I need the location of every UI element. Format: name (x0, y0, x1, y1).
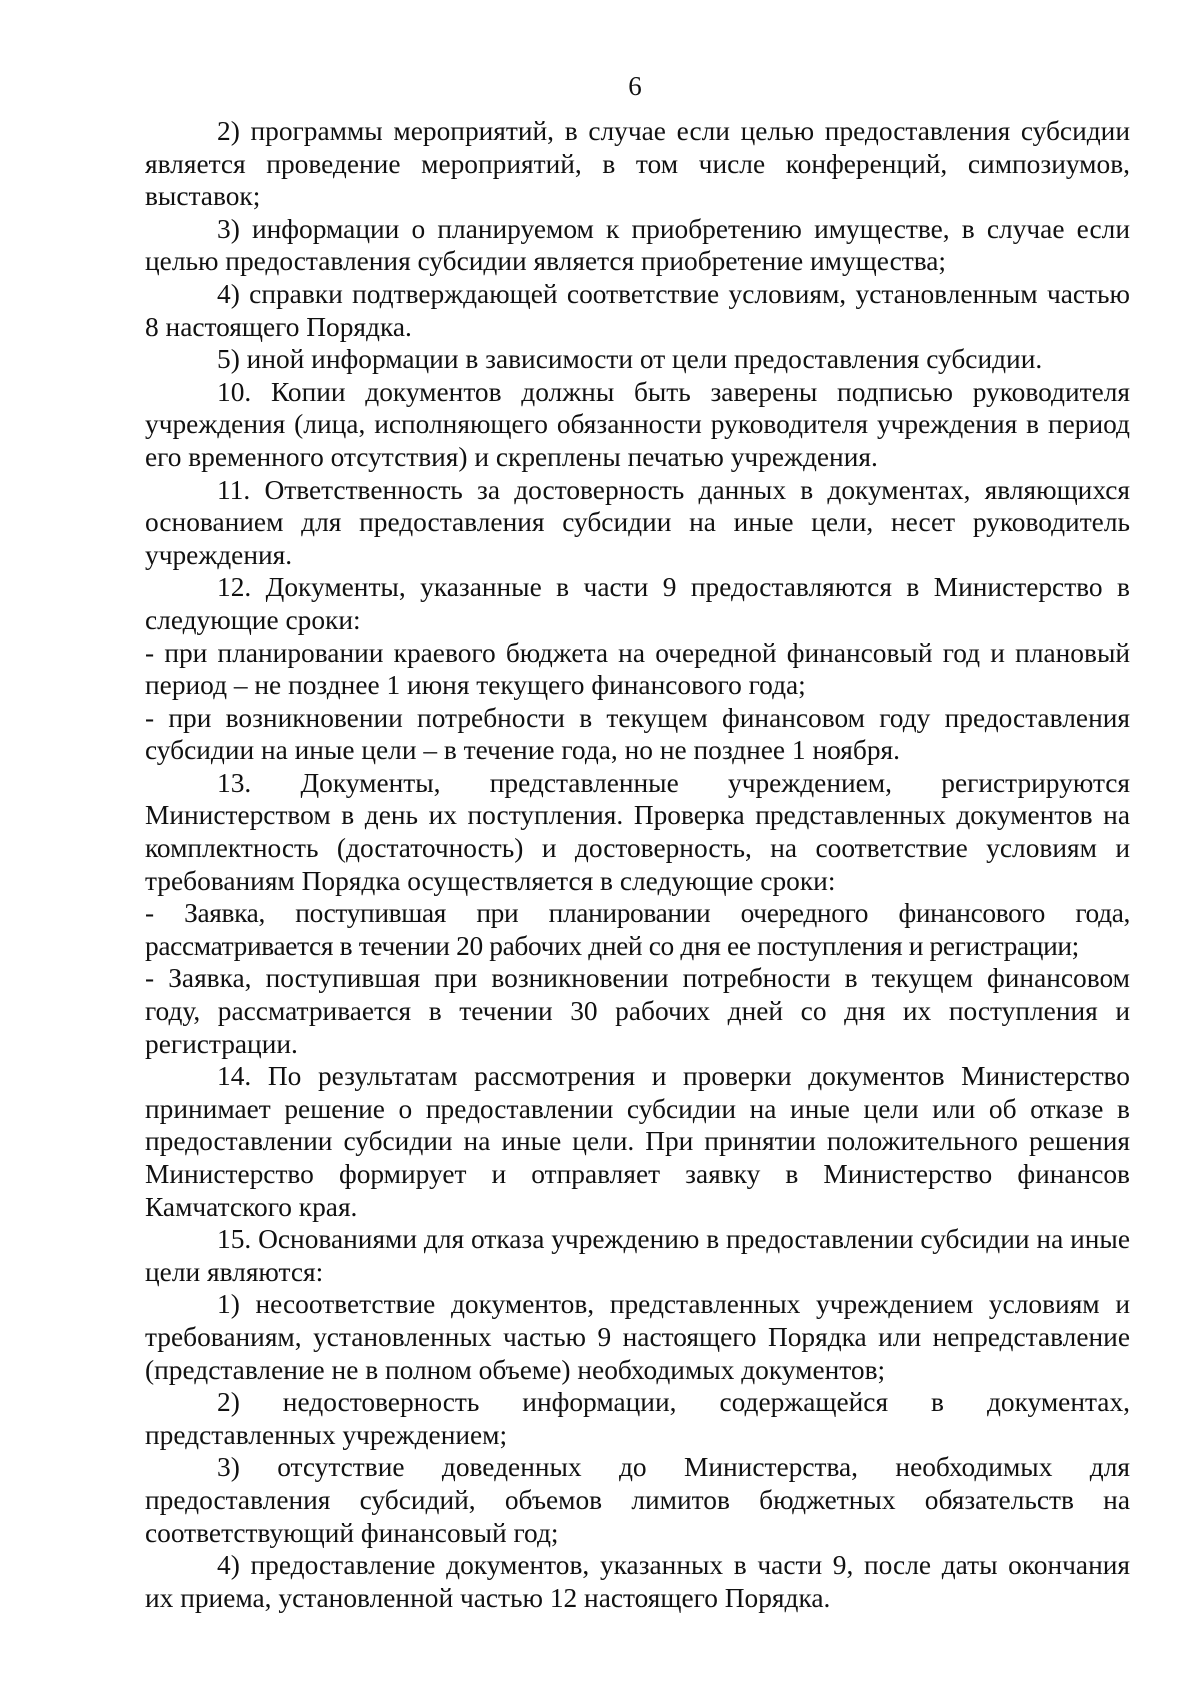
clause-13: 13. Документы, представленные учреждением, регистрируются Министерством в день их поступления. Проверка представленных документов на комплектность (достаточность) и достоверность, на соответствие условиям и требованиям Порядка осуществляется в следующие сроки: (145, 767, 1130, 896)
clause-13-term-planning: - Заявка, поступившая при планировании очередного финансового года, рассматривается в течении 20 рабочих дней со дня ее поступления и регистрации; (145, 898, 1130, 961)
clause-14: 14. По результатам рассмотрения и проверки документов Министерство принимает решение о предоставлении субсидии на иные цели или об отказе в предоставлении субсидии на иные цели. При принятии положительного решения Министерство формирует и отправляет заявку в Министерство финансов Камчатского края. (145, 1061, 1130, 1222)
list-item-programs: 2) программы мероприятий, в случае если целью предоставления субсидии является проведение мероприятий, в том числе конференций, симпозиумов, выставок; (145, 116, 1130, 212)
refusal-reason-3: 3) отсутствие доведенных до Министерства, необходимых для предоставления субсидий, объемов лимитов бюджетных обязательств на соответствующий финансовый год; (145, 1452, 1130, 1548)
page-number: 6 (628, 71, 642, 101)
document-body (145, 115, 1130, 1614)
clause-12-term-current-year: - при возникновении потребности в текущем финансовом году предоставления субсидии на иные цели – в течение года, но не позднее 1 ноября. (145, 702, 1130, 766)
list-item-property-info: 3) информации о планируемом к приобретению имуществе, в случае если целью предоставления субсидии является приобретение имущества; (145, 213, 1130, 277)
clause-15: 15. Основаниями для отказа учреждению в предоставлении субсидии на иные цели являются: (145, 1224, 1130, 1287)
refusal-reason-2: 2) недостоверность информации, содержащейся в документах, представленных учреждением; (145, 1387, 1130, 1450)
clause-12-term-planning: - при планировании краевого бюджета на очередной финансовый год и плановый период – не позднее 1 июня текущего финансового года; (145, 637, 1130, 701)
clause-13-term-current-year: - Заявка, поступившая при возникновении потребности в текущем финансовом году, рассматривается в течении 30 рабочих дней со дня их поступления и регистрации. (145, 963, 1130, 1059)
refusal-reason-1: 1) несоответствие документов, представленных учреждением условиям и требованиям, установленных частью 9 настоящего Порядка или непредставление (представление не в полном объеме) необходимых документов; (145, 1289, 1130, 1385)
refusal-reason-4: 4) предоставление документов, указанных в части 9, после даты окончания их приема, установленной частью 12 настоящего Порядка. (145, 1550, 1130, 1613)
clause-11: 11. Ответственность за достоверность данных в документах, являющихся основанием для предоставления субсидии на иные цели, несет руководитель учреждения. (145, 474, 1130, 570)
list-item-compliance-certificate: 4) справки подтверждающей соответствие условиям, установленным частью 8 настоящего Порядка. (145, 278, 1130, 342)
clause-10: 10. Копии документов должны быть заверены подписью руководителя учреждения (лица, исполняющего обязанности руководителя учреждения в период его временного отсутствия) и скреплены печатью учреждения. (145, 376, 1130, 472)
list-item-other-info: 5) иной информации в зависимости от цели предоставления субсидии. (217, 344, 1043, 375)
clause-12: 12. Документы, указанные в части 9 предоставляются в Министерство в следующие сроки: (145, 572, 1130, 635)
